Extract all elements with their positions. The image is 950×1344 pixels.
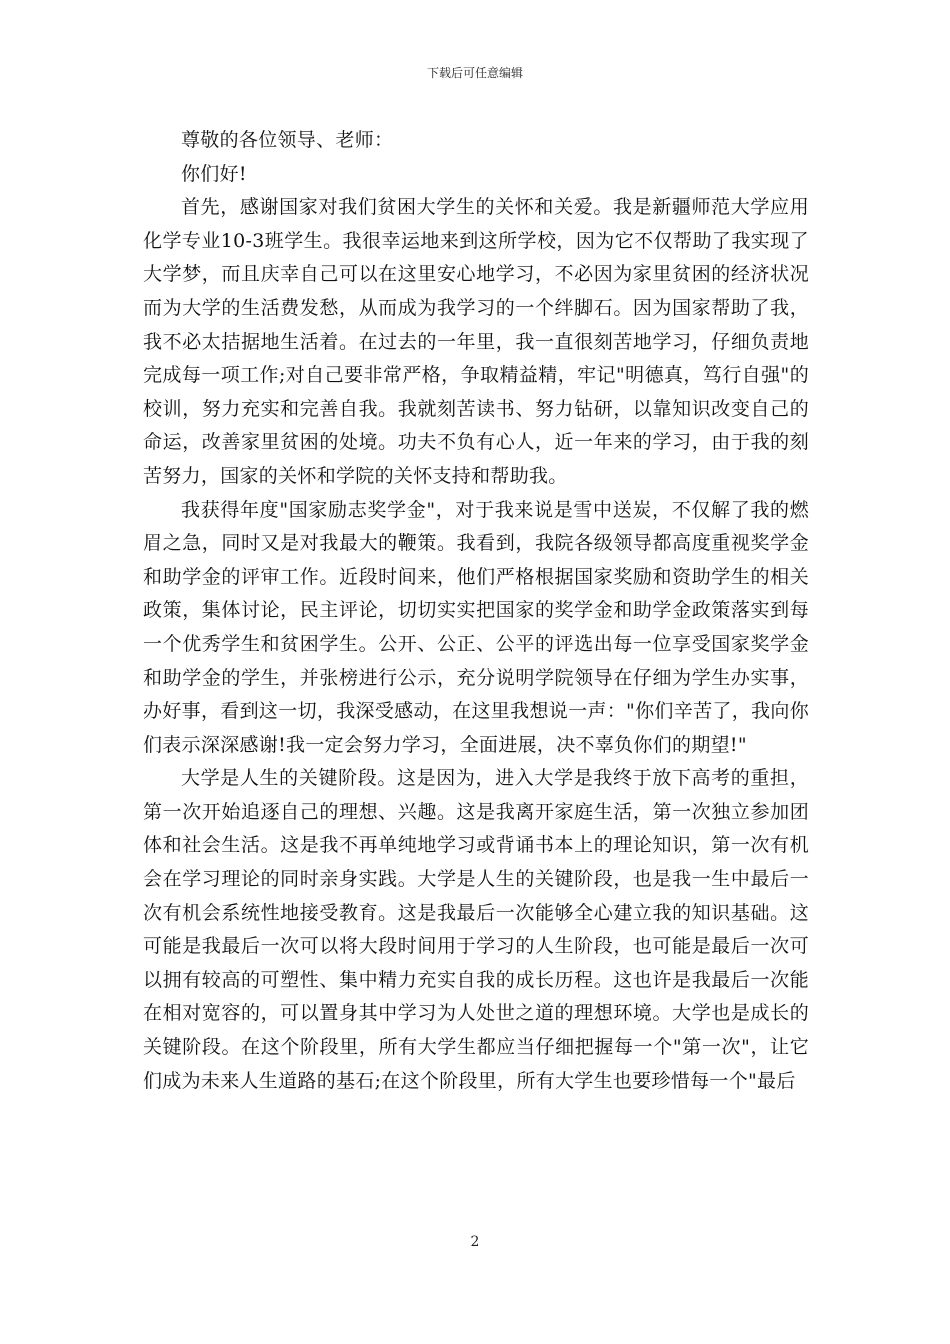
body-paragraph: 我获得年度"国家励志奖学金"，对于我来说是雪中送炭，不仅解了我的燃眉之急，同时又是对我最大的鞭策。我看到，我院各级领导都高度重视奖学金和助学金的评审工作。近段时间来，他们严格根据国家奖励和资助学生的相关政策，集体讨论，民主评论，切切实实把国家的奖学金和助学金政策落实到每一个优秀学生和贫困学生。公开、公正、公平的评选出每一位享受国家奖学金和助学金的学生，并张榜进行公示，充分说明学院领导在仔细为学生办实事，办好事，看到这一切，我深受感动，在这里我想说一声："你们辛苦了，我向你们表示深深感谢!我一定会努力学习，全面进展，决不辜负你们的期望!"	[143, 498, 809, 756]
page-number: 2	[470, 1234, 480, 1250]
page-header: 下载后可任意编辑	[426, 66, 523, 80]
document-body	[143, 124, 809, 1098]
body-paragraph: 首先，感谢国家对我们贫困大学生的关怀和关爱。我是新疆师范大学应用化学专业10-3班学生。我很幸运地来到这所学校，因为它不仅帮助了我实现了大学梦，而且庆幸自己可以在这里安心地学习，不必因为家里贫困的经济状况而为大学的生活费发愁，从而成为我学习的一个绊脚石。因为国家帮助了我，我不必太拮据地生活着。在过去的一年里，我一直很刻苦地学习，仔细负责地完成每一项工作;对自己要非常严格，争取精益精，牢记"明德真，笃行自强"的校训，努力充实和完善自我。我就刻苦读书、努力钻研，以靠知识改变自己的命运，改善家里贫困的处境。功夫不负有心人，近一年来的学习，由于我的刻苦努力，国家的关怀和学院的关怀支持和帮助我。	[143, 196, 809, 487]
salutation-line: 尊敬的各位领导、老师：	[181, 129, 394, 151]
greeting-line: 你们好!	[181, 162, 247, 185]
body-paragraph: 大学是人生的关键阶段。这是因为，进入大学是我终于放下高考的重担，第一次开始追逐自己的理想、兴趣。这是我离开家庭生活，第一次独立参加团体和社会生活。这是我不再单纯地学习或背诵书本上的理论知识，第一次有机会在学习理论的同时亲身实践。大学是人生的关键阶段，也是我一生中最后一次有机会系统性地接受教育。这是我最后一次能够全心建立我的知识基础。这可能是我最后一次可以将大段时间用于学习的人生阶段，也可能是最后一次可以拥有较高的可塑性、集中精力充实自我的成长历程。这也许是我最后一次能在相对宽容的，可以置身其中学习为人处世之道的理想环境。大学也是成长的关键阶段。在这个阶段里，所有大学生都应当仔细把握每一个"第一次"，让它们成为未来人生道路的基石;在这个阶段里，所有大学生也要珍惜每一个"最后	[143, 767, 809, 1092]
